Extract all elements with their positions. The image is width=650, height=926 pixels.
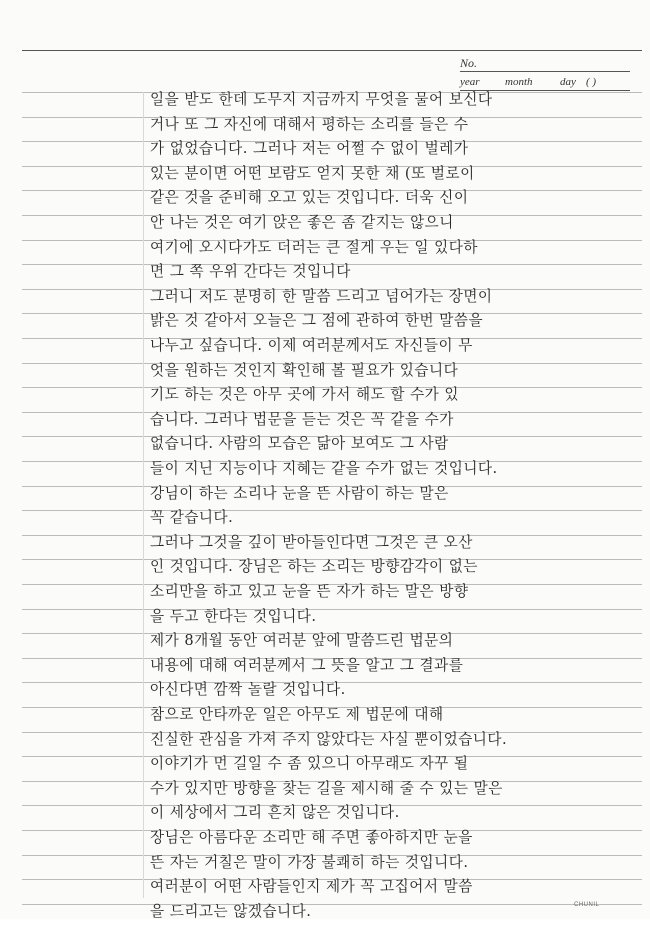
handwritten-line: 뜬 자는 거칠은 말이 가장 불쾌히 하는 것입니다. xyxy=(150,853,469,871)
day-label: day xyxy=(560,76,576,88)
handwritten-line: 없습니다. 사람의 모습은 닮아 보여도 그 사람 xyxy=(150,435,449,453)
handwritten-line: 참으로 안타까운 일은 아무도 제 법문에 대해 xyxy=(150,706,444,723)
handwritten-line: 밝은 것 같아서 오늘은 그 점에 관하여 한번 말씀을 xyxy=(150,312,484,330)
year-label: year xyxy=(460,76,480,88)
margin-line xyxy=(143,92,144,898)
handwritten-line: 기도 하는 것은 아무 곳에 가서 해도 할 수가 있 xyxy=(150,386,460,404)
handwritten-line: 습니다. 그러나 법문을 듣는 것은 꼭 같을 수가 xyxy=(150,410,454,428)
handwritten-line: 진실한 관심을 가져 주지 않았다는 사실 뿐이었습니다. xyxy=(150,730,508,748)
handwritten-line: 제가 8개월 동안 여러분 앞에 말씀드린 법문의 xyxy=(150,632,454,650)
brand-mark: CHUNIL xyxy=(574,902,600,908)
handwritten-line: 나누고 싶습니다. 이제 여러분께서도 자신들이 무 xyxy=(150,337,473,354)
handwritten-line: 인 것입니다. 장님은 하는 소리는 방향감각이 없는 xyxy=(150,558,478,576)
number-field xyxy=(460,55,630,72)
ruled-line xyxy=(22,609,642,610)
handwritten-line: 거나 또 그 자신에 대해서 평하는 소리를 들은 수 xyxy=(150,115,469,133)
handwritten-line: 수가 있지만 방향을 찾는 길을 제시해 줄 수 있는 말은 xyxy=(150,779,503,797)
ruled-line xyxy=(22,904,642,905)
handwritten-line: 있는 분이면 어떤 보람도 얻지 못한 채 (또 벌로이 xyxy=(150,164,475,182)
handwritten-line: 을 두고 한다는 것입니다. xyxy=(150,607,317,625)
handwritten-line: 일을 받도 한데 도무지 지금까지 무엇을 물어 보신다 xyxy=(150,91,493,108)
day-paren: ( ) xyxy=(586,76,597,88)
handwritten-line: 엇을 원하는 것인지 확인해 볼 필요가 있습니다 xyxy=(150,361,459,379)
handwritten-line: 그러나 그것을 깊이 받아들인다면 그것은 큰 오산 xyxy=(150,533,473,551)
handwritten-line: 장님은 아름다운 소리만 해 주면 좋아하지만 눈을 xyxy=(150,829,473,846)
handwritten-line: 여기에 오시다가도 더러는 큰 절게 우는 일 있다하 xyxy=(150,238,478,256)
month-label: month xyxy=(505,76,533,88)
handwritten-line: 꼭 같습니다. xyxy=(150,509,234,527)
handwritten-line: 같은 것을 준비해 오고 있는 것입니다. 더욱 신이 xyxy=(150,189,469,207)
handwritten-line: 내용에 대해 여러분께서 그 뜻을 알고 그 결과를 xyxy=(150,656,464,674)
ruled-line xyxy=(22,510,642,511)
handwritten-line: 아신다면 깜짝 놀랄 것입니다. xyxy=(150,681,346,699)
handwritten-line: 여러분이 어떤 사람들인지 제가 꼭 고집어서 말씀 xyxy=(150,878,473,896)
handwritten-line: 면 그 쪽 우위 간다는 것입니다 xyxy=(150,263,351,281)
handwritten-line: 이 세상에서 그리 흔치 않은 것입니다. xyxy=(150,804,400,822)
handwritten-line: 소리만을 하고 있고 눈을 뜬 자가 하는 말은 방향 xyxy=(150,583,469,600)
handwritten-line: 안 나는 것은 여기 앉은 좋은 좀 같지는 않으니 xyxy=(150,214,454,231)
handwritten-line: 그러니 저도 분명히 한 말씀 드리고 넘어가는 장면이 xyxy=(150,287,493,305)
number-label: No. xyxy=(460,56,478,70)
handwritten-line: 들이 지닌 지능이나 지혜는 같을 수가 없는 것입니다. xyxy=(150,460,498,477)
handwritten-line: 가 없었습니다. 그러나 저는 어쩔 수 없이 벌레가 xyxy=(150,140,469,158)
handwritten-line: 강님이 하는 소리나 눈을 뜬 사람이 하는 말은 xyxy=(150,484,449,502)
handwritten-line: 을 드리고는 않겠습니다. xyxy=(150,902,312,920)
header-rule xyxy=(22,50,642,51)
handwritten-line: 이야기가 먼 길일 수 좀 있으니 아무래도 자꾸 될 xyxy=(150,755,469,773)
